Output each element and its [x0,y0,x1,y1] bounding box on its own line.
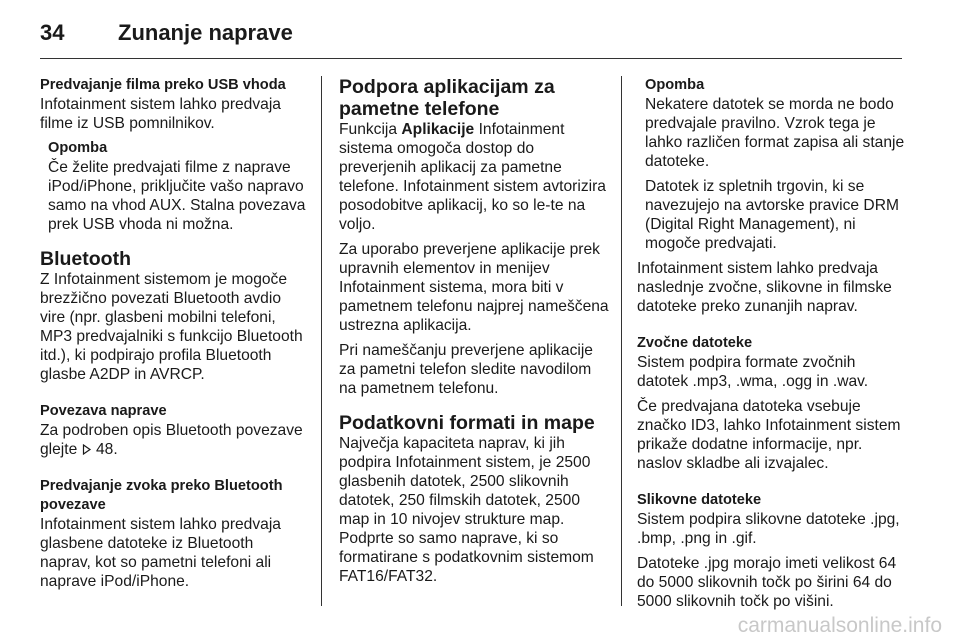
note-text: Nekatere datotek se morda ne bodo predvajale pravilno. Vzrok tega je lahko različen format zapisa ali stanje datoteke. [645,96,905,170]
note-box [40,139,308,234]
apps-paragraph-1: Funkcija Aplikacije Infotainment sistema omogoča dostop do preverjenih aplikacij za pametne telefone. Infotainment sistem avtorizira posodobitve aplikacij, ko so le-te na voljo. [339,121,606,233]
page-reference-link[interactable]: 48. [95,441,118,458]
bluetooth-heading: Bluetooth [40,248,131,270]
image-files-heading: Slikovne datoteke [637,492,762,508]
column-right [637,76,905,617]
apps-keyword: Aplikacije [401,121,475,138]
reference-arrow-icon [82,441,96,458]
note-title: Opomba [48,140,108,156]
bluetooth-text: Z Infotainment sistemom je mogoče brezžično povezati Bluetooth avdio vire (npr. glasbeni mobilni telefoni, MP3 predvajalniki s funkcijo Bluetooth itd.), ki podpirajo profila Bluetooth glasbe A2DP in AVRCP. [40,271,303,383]
usb-video-heading: Predvajanje filma preko USB vhoda [40,77,286,93]
image-files-text-2: Datoteke .jpg morajo imeti velikost 64 do 5000 slikovnih točk po širini 64 do 5000 slikovnih točk po višini. [637,555,897,610]
column-divider [621,76,622,606]
column-middle [339,76,609,592]
apps-paragraph-2: Za uporabo preverjene aplikacije prek upravnih elementov in menijev Infotainment sistema, mora biti v pametnem telefonu najprej nameščena ustrezna aplikacija. [339,241,609,334]
note-text: Datotek iz spletnih trgovin, ki se navezujejo na avtorske pravice DRM (Digital Right Management), ni mogoče predvajati. [645,178,899,252]
note-title: Opomba [645,77,705,93]
page-number: 34 [40,20,65,45]
apps-paragraph-3: Pri nameščanju preverjene aplikacije za pametni telefon sledite navodilom na pametnem telefonu. [339,342,593,397]
audio-files-text-1: Sistem podpira formate zvočnih datotek .mp3, .wma, .ogg in .wav. [637,354,869,390]
column-divider [321,76,322,606]
audio-files-heading: Zvočne datoteke [637,335,753,351]
bluetooth-audio-heading: Predvajanje zvoka preko Bluetooth povezave [40,478,283,513]
formats-heading: Podatkovni formati in mape [339,412,595,434]
image-files-text-1: Sistem podpira slikovne datoteke .jpg, .bmp, .png in .gif. [637,511,900,547]
note-text: Če želite predvajati filme z naprave iPod/iPhone, priključite vašo napravo samo na vhod AUX. Stalna povezava prek USB vhoda ni možna. [48,159,306,233]
usb-video-text: Infotainment sistem lahko predvaja filme iz USB pomnilnikov. [40,96,281,132]
device-connection-text: Za podroben opis Bluetooth povezave glejte 48. [40,422,303,458]
header-rule [40,58,902,59]
file-intro-text: Infotainment sistem lahko predvaja naslednje zvočne, slikovne in filmske datoteke preko zunanjih naprav. [637,260,892,315]
column-left [40,76,308,597]
chapter-title: Zunanje naprave [118,20,293,45]
formats-text: Največja kapaciteta naprav, ki jih podpira Infotainment sistem, je 2500 glasbenih datotek, 2500 slikovnih datotek, 250 filmskih datotek, 2500 map in 10 nivojev strukture map. Podprte so samo naprave, ki so formatirane s podatkovnim sistemom FAT16/FAT32. [339,435,594,585]
audio-files-text-2: Če predvajana datoteka vsebuje značko ID3, lahko Infotainment sistem prikaže dodatne informacije, npr. naslov skladbe ali izvajalec. [637,398,901,472]
device-connection-heading: Povezava naprave [40,403,167,419]
bluetooth-audio-text: Infotainment sistem lahko predvaja glasbene datoteke iz Bluetooth naprav, kot so pametni telefoni ali naprave iPod/iPhone. [40,516,281,590]
watermark: carmanualsonline.info [737,614,942,637]
apps-heading: Podpora aplikacijam za pametne telefone [339,76,555,120]
note-box [637,76,905,253]
